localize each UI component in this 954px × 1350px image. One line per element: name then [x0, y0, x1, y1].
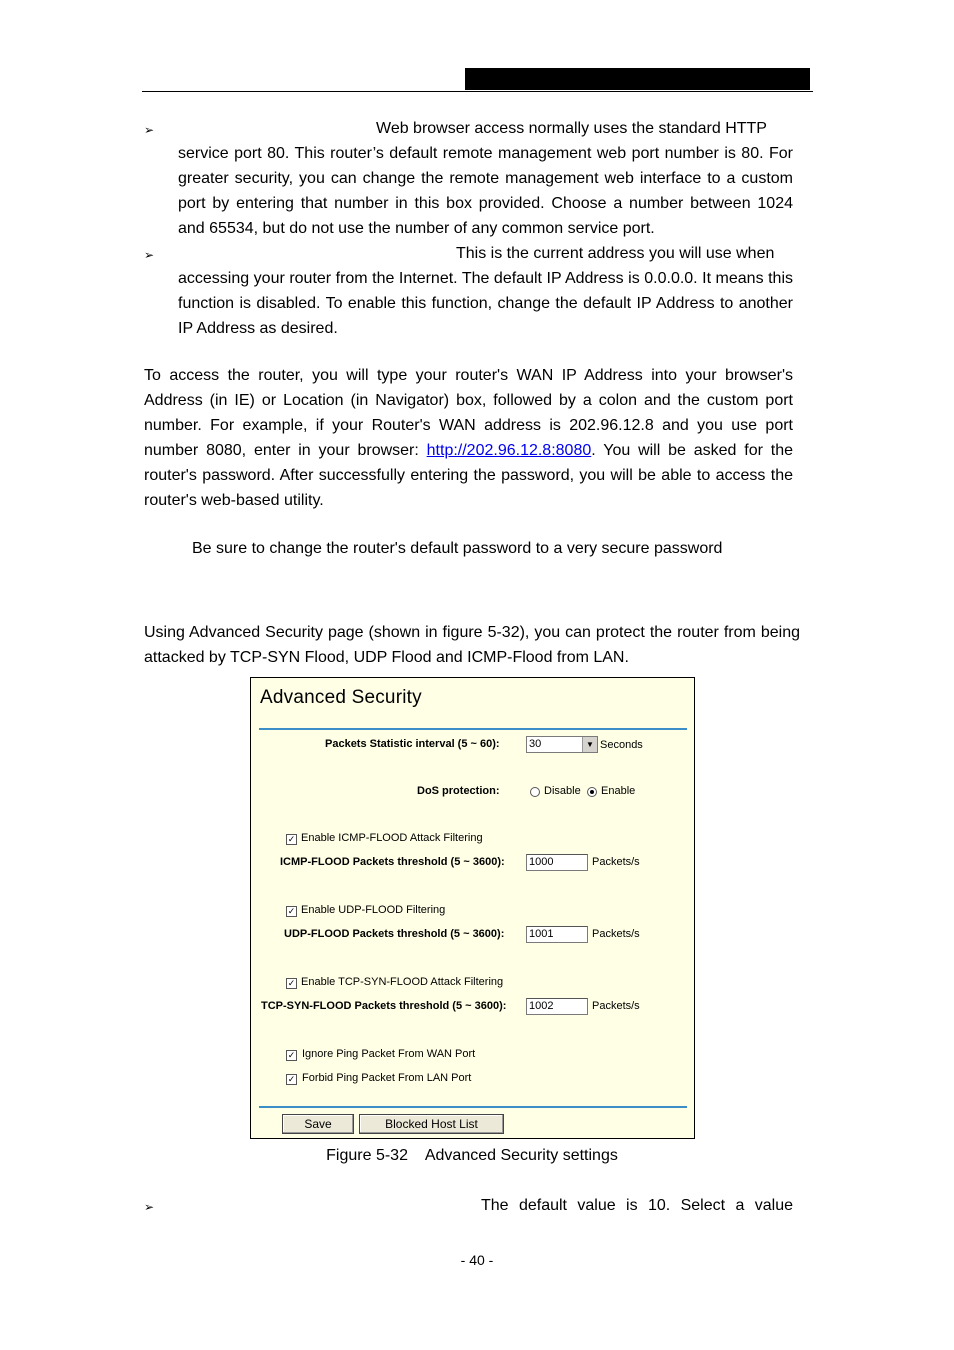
dos-disable-radio[interactable] — [530, 787, 540, 797]
udp-threshold-input[interactable]: 1001 — [526, 926, 588, 943]
tcp-syn-filter-checkbox[interactable]: ✓ — [287, 978, 296, 988]
tcp-syn-threshold-unit: Packets/s — [592, 1000, 640, 1012]
icmp-threshold-input[interactable]: 1000 — [526, 854, 588, 871]
tcp-syn-threshold-label: TCP-SYN-FLOOD Packets threshold (5 ~ 3600): — [261, 1000, 507, 1012]
example-url-link[interactable]: http://202.96.12.8:8080 — [426, 442, 592, 459]
access-paragraph — [144, 363, 793, 513]
blocked-host-list-button[interactable]: Blocked Host List — [359, 1114, 504, 1134]
dos-enable-radio[interactable] — [587, 787, 597, 797]
bullet-lead-text: This is the current address you will use when — [456, 245, 775, 262]
icmp-threshold-label: ICMP-FLOOD Packets threshold (5 ~ 3600): — [280, 856, 505, 868]
header-rule — [142, 91, 813, 92]
advanced-security-figure — [250, 677, 695, 1139]
forbid-ping-lan-checkbox[interactable]: ✓ — [287, 1074, 296, 1084]
access-text-before: To access the router, you will type your router's WAN IP Address into your browser's Address (in IE) or Location (in Navigator) box, followed by a colon and the custom port number. For example, if your Router's WAN address is 202.96.12.8 and you use port number 8080, enter in your browser: — [144, 367, 793, 459]
intro-paragraph: Using Advanced Security page (shown in figure 5-32), you can protect the router from being attacked by TCP-SYN Flood, UDP Flood and ICMP-Flood from LAN. — [144, 624, 800, 666]
figure-caption: Figure 5-32 Advanced Security settings — [326, 1147, 618, 1164]
save-button[interactable]: Save — [282, 1114, 354, 1134]
tcp-syn-threshold-input[interactable]: 1002 — [526, 998, 588, 1015]
dos-protection-label: DoS protection: — [417, 785, 500, 797]
icmp-filter-label: Enable ICMP-FLOOD Attack Filtering — [301, 832, 483, 844]
udp-filter-checkbox[interactable]: ✓ — [287, 906, 296, 916]
figure-top-rule — [259, 728, 687, 730]
header-bar — [465, 68, 810, 90]
bullet-marker: ➢ — [144, 1200, 155, 1214]
access-text-after: . You will be asked for the router's password. After successfully entering the password, you will be able to access the router's web-based utility. — [144, 442, 793, 509]
figure-title: Advanced Security — [260, 687, 422, 708]
bullet-marker: ➢ — [144, 248, 155, 262]
packets-interval-select[interactable] — [526, 736, 598, 753]
note-text: Be sure to change the router's default password to a very secure password — [192, 540, 723, 557]
packets-interval-unit: Seconds — [600, 739, 643, 751]
forbid-ping-lan-label: Forbid Ping Packet From LAN Port — [302, 1072, 472, 1084]
packets-interval-label: Packets Statistic interval (5 ~ 60): — [325, 738, 500, 750]
bullet-lead-text: Web browser access normally uses the standard HTTP — [376, 120, 767, 137]
figure-bottom-rule — [259, 1106, 687, 1108]
dos-enable-label: Enable — [601, 785, 636, 797]
packets-interval-value: 30 — [529, 738, 542, 750]
icmp-threshold-unit: Packets/s — [592, 856, 640, 868]
bullet-marker: ➢ — [144, 123, 155, 137]
dos-disable-label: Disable — [544, 785, 581, 797]
udp-threshold-label: UDP-FLOOD Packets threshold (5 ~ 3600): — [284, 928, 505, 940]
ignore-ping-wan-checkbox[interactable]: ✓ — [287, 1050, 296, 1060]
bullet-body-text: service port 80. This router’s default remote management web port number is 80. For greater security, you can change the remote management web interface to a custom port by entering that number in this box provided. Choose a number between 1024 and 65534, but do not use the number of any common service port. — [178, 145, 793, 237]
bullet-lead-text: The default value is 10. Select a value — [481, 1197, 793, 1214]
udp-threshold-unit: Packets/s — [592, 928, 640, 940]
bullet-body-text: accessing your router from the Internet. The default IP Address is 0.0.0.0. It means this function is disabled. To enable this function, change the default IP Address to another IP Address as desired. — [178, 270, 793, 337]
icmp-filter-checkbox[interactable]: ✓ — [287, 834, 296, 844]
ignore-ping-wan-label: Ignore Ping Packet From WAN Port — [302, 1048, 476, 1060]
page-number: - 40 - — [460, 1252, 494, 1268]
tcp-syn-filter-label: Enable TCP-SYN-FLOOD Attack Filtering — [301, 976, 504, 988]
udp-filter-label: Enable UDP-FLOOD Filtering — [301, 904, 446, 916]
chevron-down-icon[interactable]: ▼ — [582, 737, 597, 752]
